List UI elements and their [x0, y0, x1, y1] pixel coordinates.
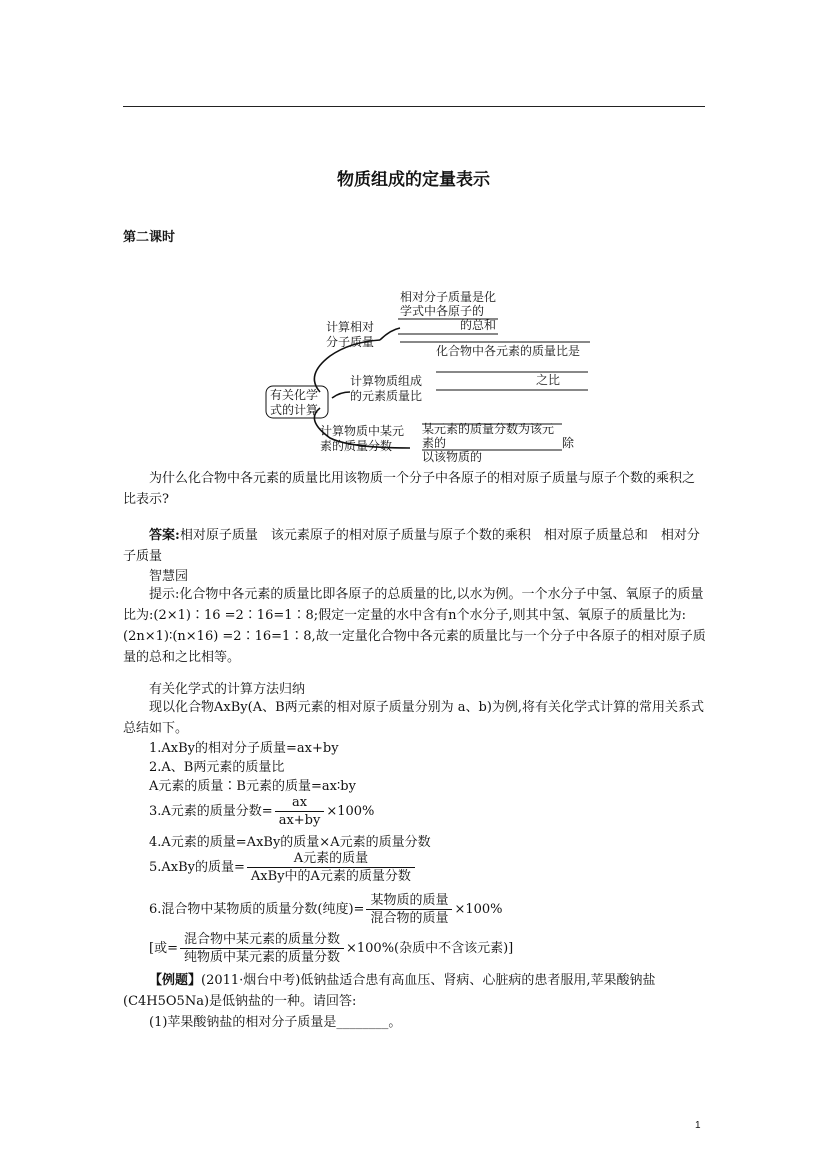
mindmap-branch1-text2: 学式中各原子的: [400, 304, 485, 318]
mindmap-branch1-text3: 的总和: [460, 318, 497, 332]
page-number: 1: [695, 1120, 701, 1131]
formula-item-1: 1.AxBy的相对分子质量=ax+by: [149, 741, 339, 756]
formula-item-3: [149, 794, 374, 829]
example-label: 【例题】: [149, 973, 202, 988]
mindmap-branch3-text3: 除: [562, 436, 575, 450]
example-paragraph: [123, 970, 707, 1012]
item3-fraction: [275, 794, 325, 829]
item5-denominator: AxBy中的A元素的质量分数: [250, 869, 411, 884]
item5-numerator: A元素的质量: [247, 850, 415, 868]
mindmap-center: 有关化学 式的计算: [270, 388, 319, 417]
answer-paragraph: [123, 525, 707, 567]
formula-item-2b: A元素的质量∶B元素的质量=ax∶by: [149, 779, 356, 794]
hint-paragraph: 提示:化合物中各元素的质量比即各原子的总质量的比,以水为例。一个水分子中氢、氧原子的质量比为:(2×1)∶16 =2∶16=1∶8;假定一定量的水中含有n个水分子,则其中氢、氧原子的质量比为:(2n×1)∶(n×16) =2∶16=1∶8,故一定量化合物中各元素的质量比与一个分子中各原子的相对原子质量的总和之比相等。: [123, 587, 706, 665]
mindmap-branch-mass-fraction: 计算物质中某元 素的质量分数: [320, 424, 405, 453]
item3-numerator: ax: [275, 794, 325, 812]
formula-item-7: [149, 931, 513, 966]
wisdom-heading: 智慧园: [149, 569, 189, 584]
header-rule: [123, 106, 705, 107]
item3-suffix: ×100%: [326, 804, 375, 819]
question-paragraph: 为什么化合物中各元素的质量比用该物质一个分子中各原子的相对原子质量与原子个数的乘积之比表示?: [123, 471, 696, 507]
mindmap-branch1-text1: 相对分子质量是化: [400, 290, 497, 304]
formula-item-4: 4.A元素的质量=AxBy的质量×A元素的质量分数: [149, 835, 431, 850]
item6-prefix: 6.混合物中某物质的质量分数(纯度)=: [149, 902, 365, 917]
item7-numerator: 混合物中某元素的质量分数: [180, 931, 344, 949]
mindmap-branch3-text2: 素的: [422, 436, 447, 450]
item5-prefix: 5.AxBy的质量=: [149, 860, 245, 875]
item6-numerator: 某物质的质量: [366, 892, 452, 910]
mindmap-branch3-text4: 以该物质的: [422, 450, 483, 464]
item6-suffix: ×100%: [454, 902, 503, 917]
mindmap-branch3-text1: 某元素的质量分数为该元: [422, 422, 555, 436]
example-text: (2011·烟台中考)低钠盐适合患有高血压、肾病、心脏病的患者服用,苹果酸钠盐(C4H5O5Na)是低钠盐的一种。请回答:: [123, 973, 656, 1009]
example-question-1: (1)苹果酸钠盐的相对分子质量是________。: [149, 1015, 402, 1030]
page-title: 物质组成的定量表示: [337, 170, 490, 190]
methods-intro: 现以化合物AxBy(A、B两元素的相对原子质量分别为 a、b)为例,将有关化学式计算的常用关系式总结如下。: [123, 700, 705, 736]
methods-title: 有关化学式的计算方法归纳: [149, 682, 306, 697]
formula-item-5: [149, 850, 417, 885]
item6-denominator: 混合物的质量: [370, 911, 449, 926]
lesson-heading: 第二课时: [123, 230, 176, 245]
formula-item-2: 2.A、B两元素的质量比: [149, 760, 285, 775]
item6-fraction: [366, 892, 452, 927]
item3-denominator: ax+by: [278, 813, 321, 828]
answer-label: 答案:: [149, 528, 180, 543]
item7-denominator: 纯物质中某元素的质量分数: [183, 950, 340, 965]
item7-fraction: [180, 931, 344, 966]
item3-prefix: 3.A元素的质量分数=: [149, 804, 273, 819]
mindmap-branch-mass-ratio: 计算物质组成 的元素质量比: [350, 374, 423, 403]
item7-prefix: [或=: [149, 941, 178, 956]
mindmap-branch-molecular-mass: 计算相对 分子质量: [326, 320, 375, 349]
formula-item-6: [149, 892, 503, 927]
item7-suffix: ×100%(杂质中不含该元素)]: [345, 941, 514, 956]
mindmap-branch2-text2: 之比: [536, 373, 561, 387]
item5-fraction: [247, 850, 415, 885]
mindmap-branch2-text1: 化合物中各元素的质量比是: [436, 344, 581, 358]
answer-text: 相对原子质量 该元素原子的相对原子质量与原子个数的乘积 相对原子质量总和 相对分子质量: [123, 528, 700, 564]
